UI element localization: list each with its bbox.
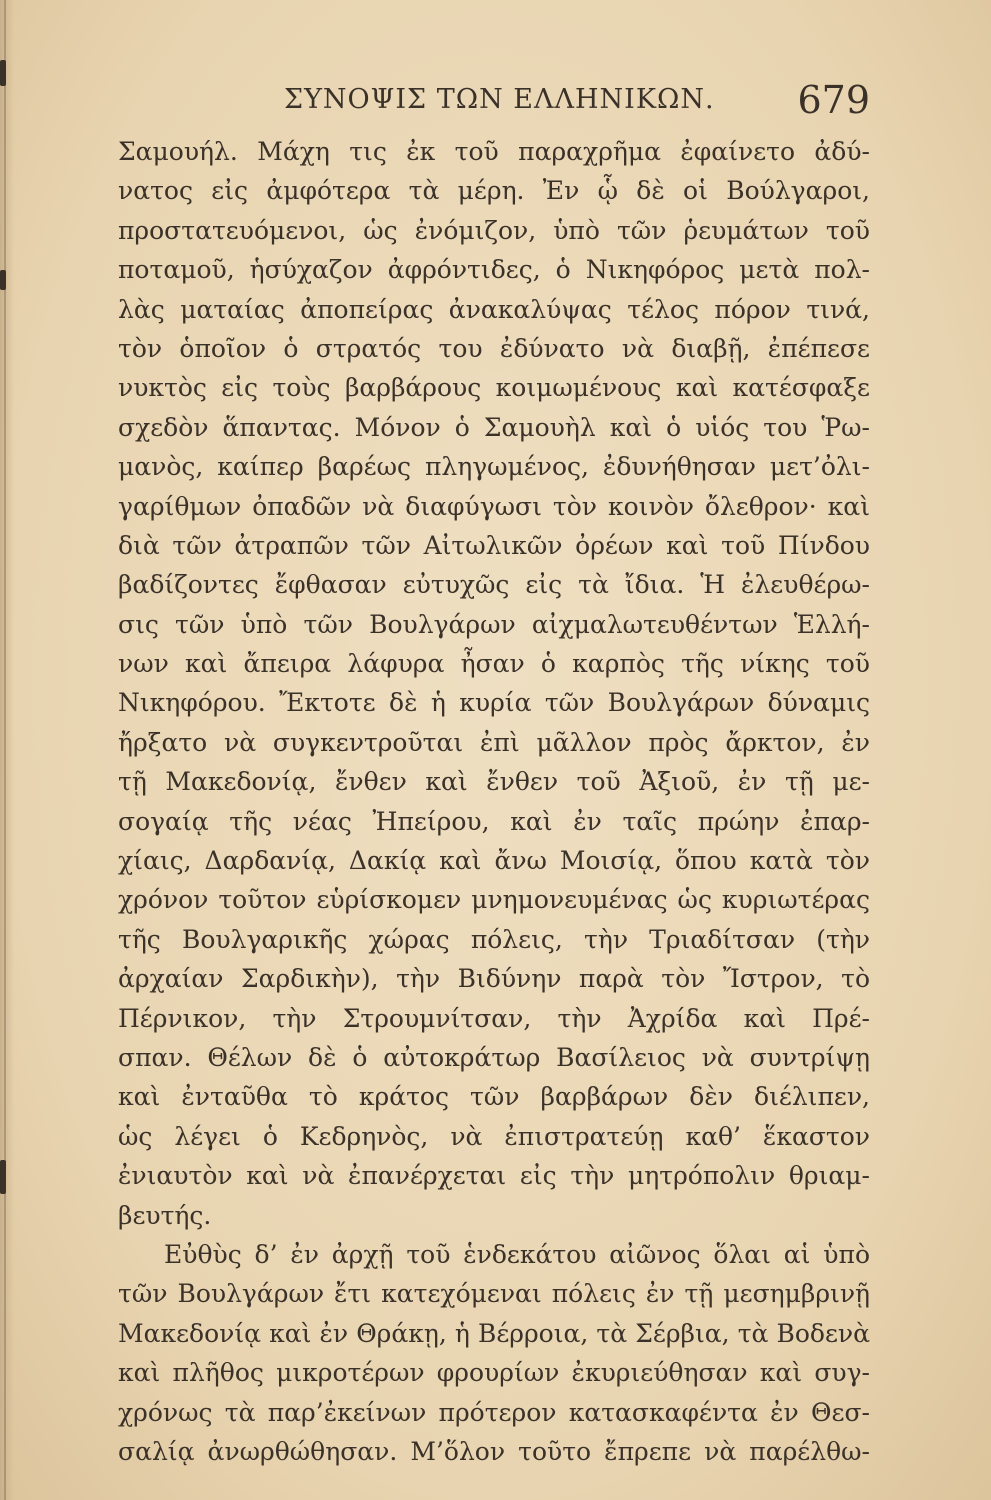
text-line: ἤρξατο νὰ συγκεντροῦται ἐπὶ μᾶλλον πρὸς ἄρκτον, ἐν [118, 727, 870, 757]
text-line: ἀρχαίαν Σαρδικὴν), τὴν Βιδύνην παρὰ τὸν Ἴστρον, τὸ [118, 964, 870, 994]
text-line: νατος εἰς ἀμφότερα τὰ μέρη. Ἐν ᾧ δὲ οἱ Βούλγαροι, [118, 176, 870, 206]
page-edge-line [4, 0, 6, 1500]
text-line: διὰ τῶν ἀτραπῶν τῶν Αἰτωλικῶν ὀρέων καὶ τοῦ Πίνδου [118, 530, 870, 560]
text-line: σαλίᾳ ἀνωρθώθησαν. Μ’ὅλον τοῦτο ἔπρεπε νὰ παρέλθω- [118, 1436, 870, 1466]
text-line: Νικηφόρου. Ἔκτοτε δὲ ἡ κυρία τῶν Βουλγάρων δύναμις [118, 688, 870, 718]
text-line: ὡς λέγει ὁ Κεδρηνὸς, νὰ ἐπιστρατεύῃ καθ’ ἕκαστον [118, 1121, 870, 1151]
text-line: τῇ Μακεδονίᾳ, ἔνθεν καὶ ἔνθεν τοῦ Ἀξιοῦ, ἐν τῇ με- [118, 767, 870, 797]
page-number: 679 [797, 78, 870, 122]
text-line: προστατευόμενοι, ὡς ἐνόμιζον, ὑπὸ τῶν ῥευμάτων τοῦ [118, 215, 870, 245]
text-line: χρόνως τὰ παρ’ἐκείνων πρότερον κατασκαφέντα ἐν Θεσ- [118, 1397, 870, 1427]
text-line: ἐνιαυτὸν καὶ νὰ ἐπανέρχεται εἰς τὴν μητρόπολιν θριαμ- [118, 1161, 870, 1191]
text-line: λὰς ματαίας ἀποπείρας ἀνακαλύψας τέλος πόρον τινά, [118, 294, 870, 324]
text-line-paragraph-end: βευτής. [118, 1200, 212, 1230]
text-line: σογαίᾳ τῆς νέας Ἠπείρου, καὶ ἐν ταῖς πρώην ἐπαρ- [118, 806, 870, 836]
text-line: τῆς Βουλγαρικῆς χώρας πόλεις, τὴν Τριαδίτσαν (τὴν [118, 924, 870, 954]
text-body [118, 132, 870, 1471]
text-line: ποταμοῦ, ἡσύχαζον ἀφρόντιδες, ὁ Νικηφόρος μετὰ πολ- [118, 255, 870, 285]
text-line: χρόνον τοῦτον εὑρίσκομεν μνημονευμένας ὡς κυριωτέρας [118, 885, 870, 915]
binding-shadow [0, 0, 14, 1500]
text-line: νυκτὸς εἰς τοὺς βαρβάρους κοιμωμένους καὶ κατέσφαξε [118, 373, 870, 403]
running-title: ΣΥΝΟΨΙΣ ΤΩΝ ΕΛΛΗΝΙΚΩΝ. [284, 84, 715, 115]
page-header [118, 78, 870, 128]
text-line: καὶ ἐνταῦθα τὸ κράτος τῶν βαρβάρων δὲν διέλιπεν, [118, 1082, 870, 1112]
text-line: Μακεδονίᾳ καὶ ἐν Θράκῃ, ἡ Βέρροια, τὰ Σέρβια, τὰ Βοδενὰ [118, 1318, 870, 1348]
edge-mark [0, 270, 6, 290]
text-line: Πέρνικον, τὴν Στρουμνίτσαν, τὴν Ἀχρίδα καὶ Πρέ- [118, 1003, 870, 1033]
text-line: Σαμουήλ. Μάχη τις ἐκ τοῦ παραχρῆμα ἐφαίνετο ἀδύ- [118, 137, 870, 166]
edge-mark [0, 60, 6, 86]
text-line: σις τῶν ὑπὸ τῶν Βουλγάρων αἰχμαλωτευθέντων Ἑλλή- [118, 609, 870, 639]
text-line: σχεδὸν ἅπαντας. Μόνον ὁ Σαμουὴλ καὶ ὁ υἱός του Ῥω- [118, 412, 870, 442]
text-line: νων καὶ ἄπειρα λάφυρα ἦσαν ὁ καρπὸς τῆς νίκης τοῦ [118, 649, 870, 679]
text-line-paragraph-start: Εὐθὺς δ’ ἐν ἀρχῇ τοῦ ἑνδεκάτου αἰῶνος ὅλαι αἱ ὑπὸ [164, 1239, 870, 1269]
text-line: σπαν. Θέλων δὲ ὁ αὐτοκράτωρ Βασίλειος νὰ συντρίψῃ [118, 1042, 870, 1072]
text-line: καὶ πλῆθος μικροτέρων φρουρίων ἐκυριεύθησαν καὶ συγ- [118, 1358, 870, 1388]
text-line: μανὸς, καίπερ βαρέως πληγωμένος, ἐδυνήθησαν μετ’ὀλι- [118, 452, 870, 482]
text-line: τὸν ὁποῖον ὁ στρατός του ἐδύνατο νὰ διαβῇ, ἐπέπεσε [118, 333, 870, 363]
edge-mark [0, 1160, 6, 1194]
text-line: βαδίζοντες ἔφθασαν εὐτυχῶς εἰς τὰ ἴδια. Ἡ ἐλευθέρω- [118, 570, 870, 600]
text-line: τῶν Βουλγάρων ἔτι κατεχόμεναι πόλεις ἐν τῇ μεσημβρινῇ [118, 1279, 870, 1309]
text-line: γαρίθμων ὀπαδῶν νὰ διαφύγωσι τὸν κοινὸν ὄλεθρον· καὶ [118, 491, 870, 521]
text-line: χίαις, Δαρδανίᾳ, Δακίᾳ καὶ ἄνω Μοισίᾳ, ὅπου κατὰ τὸν [118, 846, 870, 876]
